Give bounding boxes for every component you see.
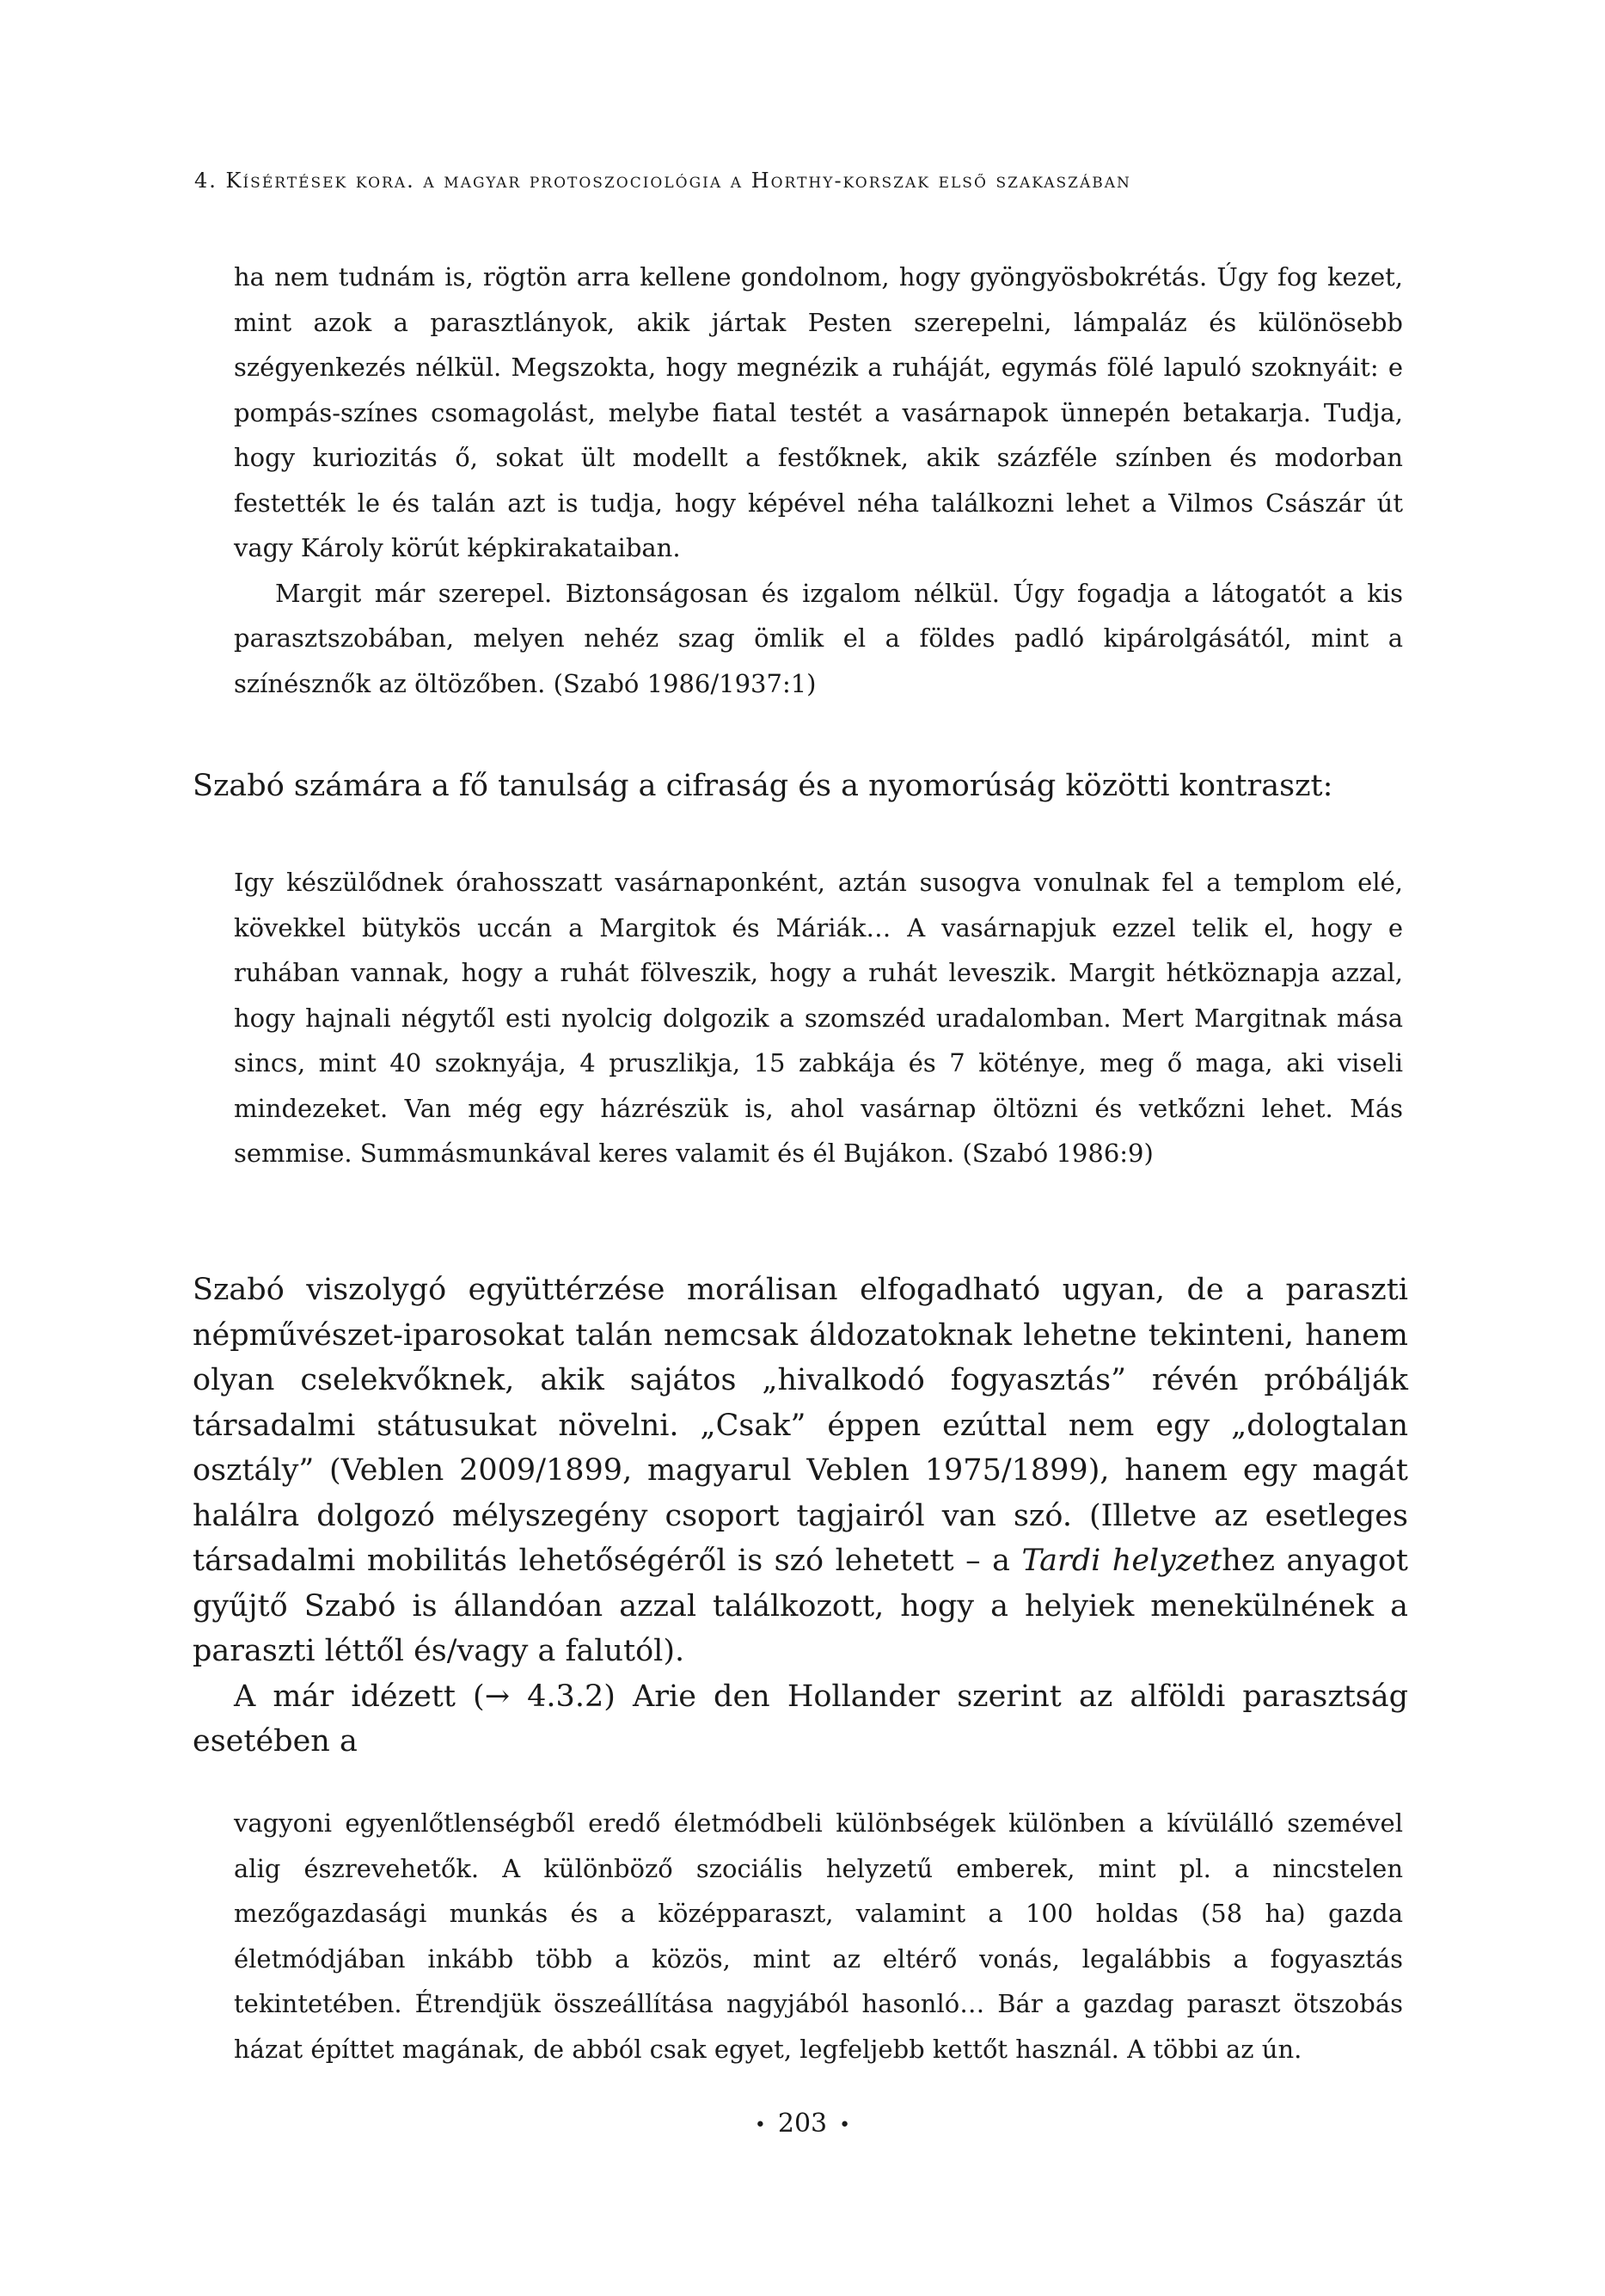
body-text: A már idézett (→ 4.3.2) Arie den Hollander szerint az alföldi parasztság esetében a — [193, 1679, 1408, 1759]
body-text: Szabó számára a fő tanulság a cifraság és a nyomorúság közötti kontraszt: — [193, 769, 1333, 803]
quote-paragraph: Margit már szerepel. Biztonságosan és izgalom nélkül. Úgy fogadja a látogatót a kis parasztszobában, melyen nehéz szag ömlik el a földes padló kipárolgásától, mint a színésznők az öltözőben. (Szabó 1986/1937:1) — [234, 578, 1403, 698]
body-paragraph-1 — [193, 764, 1408, 809]
body-text — [193, 1268, 1408, 1674]
block-quote-2 — [234, 860, 1403, 1176]
bullet-icon: • — [839, 2114, 851, 2136]
body-paragraph-2 — [193, 1268, 1408, 1765]
book-title: Tardi helyzet — [1021, 1544, 1222, 1578]
running-header — [194, 169, 1415, 193]
quote-paragraph: ha nem tudnám is, rögtön arra kellene gondolnom, hogy gyöngyösbokrétás. Úgy fog kezet, mint azok a parasztlányok, akik jártak Pesten szerepelni, lámpaláz és különösebb szégyenkezés nélkül. Megszokta, hogy megnézik a ruháját, egymás fölé lapuló szoknyáit: e pompás-színes csomagolást, melybe fiatal testét a vasárnapok ünnepén betakarja. Tudja, hogy kuriozitás ő, sokat ült modellt a festőknek, akik százféle színben és modorban festették le és talán azt is tudja, hogy képével néha találkozni lehet a Vilmos Császár út vagy Károly körút képkirakataiban. — [234, 262, 1403, 562]
running-header-text: 4. Kísértések kora. a magyar protoszociológia a Horthy-korszak első szakaszában — [194, 169, 1131, 193]
body-text-part: Szabó viszolygó együttérzése morálisan elfogadható ugyan, de a paraszti népművészet-iparosokat talán nemcsak áldozatoknak lehetne tekinteni, hanem olyan cselekvőknek, akik sajátos „hivalkodó fogyasztás” révén próbálják társadalmi státusukat növelni. „Csak” éppen ezúttal nem egy „dologtalan osztály” (Veblen 2009/1899, magyarul Veblen 1975/1899), hanem egy magát halálra dolgozó mélyszegény csoport tagjairól van szó. (Illetve az esetleges társadalmi mobilitás lehetőségéről is szó lehetett – a — [193, 1273, 1408, 1578]
body-text-part: hez anyagot gyűjtő Szabó is állandóan azzal találkozott, hogy a helyiek menekülnének a paraszti léttől és/vagy a falutól). — [193, 1544, 1408, 1668]
page-number: 203 — [777, 2109, 828, 2139]
bullet-icon: • — [754, 2114, 766, 2136]
quote-paragraph: Igy készülődnek órahosszatt vasárnaponként, aztán susogva vonulnak fel a templom elé, kövekkel bütykös uccán a Margitok és Máriák… A vasárnapjuk ezzel telik el, hogy e ruhában vannak, hogy a ruhát fölveszik, hogy a ruhát leveszik. Margit hétköznapja azzal, hogy hajnali négytől esti nyolcig dolgozik a szomszéd uradalomban. Mert Margitnak mása sincs, mint 40 szoknyája, 4 pruszlikja, 15 zabkája és 7 kötényе, meg ő maga, aki viseli mindezeket. Van még egy házrészük is, ahol vasárnap öltözni és vetkőzni lehet. Más semmise. Summásmunkával keres valamit és él Bujákon. (Szabó 1986:9) — [234, 868, 1403, 1168]
block-quote-3 — [234, 1801, 1403, 2072]
quote-paragraph: vagyoni egyenlőtlenségből eredő életmódbeli különbségek különben a kívülálló szemével alig észrevehetők. A különböző szociális helyzetű emberek, mint pl. a nincstelen mezőgazdasági munkás és a középparaszt, valamint a 100 holdas (58 ha) gazda életmódjában inkább több a közös, mint az eltérő vonás, legalábbis a fogyasztás tekintetében. Étrendjük összeállítása nagyjából hasonló… Bár a gazdag paraszt ötszobás házat építtet magának, de abból csak egyet, legfeljebb kettőt használ. A többi az ún. — [234, 1808, 1403, 2064]
page-footer — [0, 2109, 1605, 2139]
block-quote-1 — [234, 255, 1403, 706]
